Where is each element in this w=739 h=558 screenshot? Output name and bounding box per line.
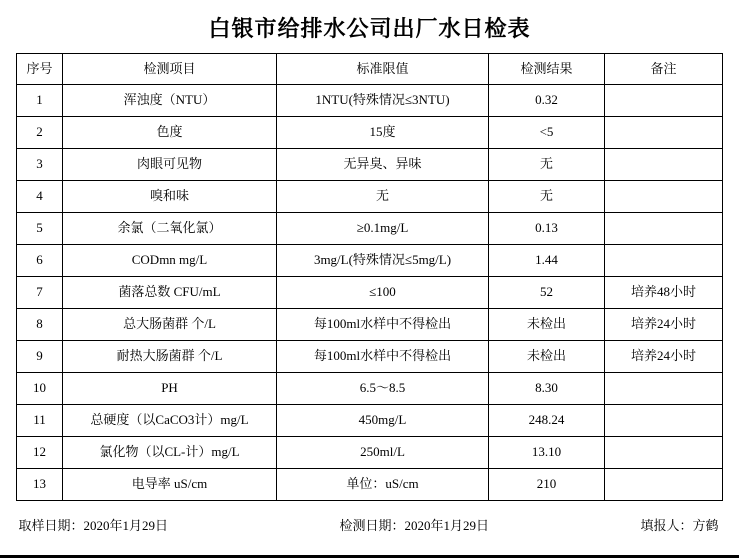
cell-item: 总硬度（以CaCO3计）mg/L [63,405,277,437]
sampling-date: 取样日期：2020年1月29日 [18,518,169,533]
cell-no: 8 [17,309,63,341]
table-row [17,117,723,149]
cell-item: PH [63,373,277,405]
table-row [17,277,723,309]
cell-result: 8.30 [489,373,605,405]
cell-limit: 无 [277,181,489,213]
cell-no: 2 [17,117,63,149]
cell-item: 余氯（二氧化氯） [63,213,277,245]
cell-item: CODmn mg/L [63,245,277,277]
cell-result: 1.44 [489,245,605,277]
cell-limit: 450mg/L [277,405,489,437]
cell-limit: 每100ml水样中不得检出 [277,341,489,373]
cell-note [605,213,723,245]
cell-result: 未检出 [489,309,605,341]
cell-note [605,469,723,501]
cell-item: 色度 [63,117,277,149]
page-title: 白银市给排水公司出厂水日检表 [208,16,531,41]
water-quality-table [16,53,723,501]
cell-no: 13 [17,469,63,501]
cell-item: 浑浊度（NTU） [63,85,277,117]
cell-limit: ≥0.1mg/L [277,213,489,245]
cell-no: 10 [17,373,63,405]
table-row [17,341,723,373]
cell-no: 1 [17,85,63,117]
cell-item: 耐热大肠菌群 个/L [63,341,277,373]
cell-item: 肉眼可见物 [63,149,277,181]
cell-limit: 15度 [277,117,489,149]
cell-result: 无 [489,181,605,213]
cell-limit: 1NTU(特殊情况≤3NTU) [277,85,489,117]
column-header-limit: 标准限值 [277,54,489,85]
table-row [17,149,723,181]
cell-item: 总大肠菌群 个/L [63,309,277,341]
cell-no: 6 [17,245,63,277]
cell-note: 培养48小时 [605,277,723,309]
cell-limit: 3mg/L(特殊情况≤5mg/L) [277,245,489,277]
cell-result: <5 [489,117,605,149]
column-header-no: 序号 [17,54,63,85]
cell-limit: ≤100 [277,277,489,309]
cell-result: 52 [489,277,605,309]
cell-result: 0.32 [489,85,605,117]
cell-result: 0.13 [489,213,605,245]
table-row [17,309,723,341]
cell-result: 13.10 [489,437,605,469]
reporter: 填报人：方鹤 [640,518,719,533]
cell-limit: 每100ml水样中不得检出 [277,309,489,341]
cell-result: 无 [489,149,605,181]
cell-no: 3 [17,149,63,181]
cell-no: 12 [17,437,63,469]
cell-item: 电导率 uS/cm [63,469,277,501]
cell-note [605,373,723,405]
cell-result: 未检出 [489,341,605,373]
cell-note [605,437,723,469]
cell-limit: 无异臭、异味 [277,149,489,181]
cell-note: 培养24小时 [605,341,723,373]
cell-note [605,85,723,117]
table-row [17,405,723,437]
cell-limit: 单位：uS/cm [277,469,489,501]
table-row [17,373,723,405]
cell-limit: 6.5～8.5 [277,373,489,405]
table-row [17,469,723,501]
cell-no: 11 [17,405,63,437]
cell-item: 菌落总数 CFU/mL [63,277,277,309]
cell-no: 7 [17,277,63,309]
table-header-row [17,54,723,85]
cell-no: 4 [17,181,63,213]
cell-note [605,181,723,213]
cell-no: 9 [17,341,63,373]
table-row [17,85,723,117]
cell-no: 5 [17,213,63,245]
table-row [17,181,723,213]
column-header-result: 检测结果 [489,54,605,85]
cell-note [605,405,723,437]
column-header-item: 检测项目 [63,54,277,85]
cell-item: 嗅和味 [63,181,277,213]
cell-result: 248.24 [489,405,605,437]
table-row [17,245,723,277]
cell-note [605,117,723,149]
column-header-note: 备注 [605,54,723,85]
testing-date: 检测日期：2020年1月29日 [339,518,489,533]
cell-note [605,149,723,181]
table-row [17,213,723,245]
cell-result: 210 [489,469,605,501]
cell-limit: 250ml/L [277,437,489,469]
cell-note: 培养24小时 [605,309,723,341]
cell-item: 氯化物（以CL-计）mg/L [63,437,277,469]
footer [17,507,723,534]
table-row [17,437,723,469]
cell-note [605,245,723,277]
